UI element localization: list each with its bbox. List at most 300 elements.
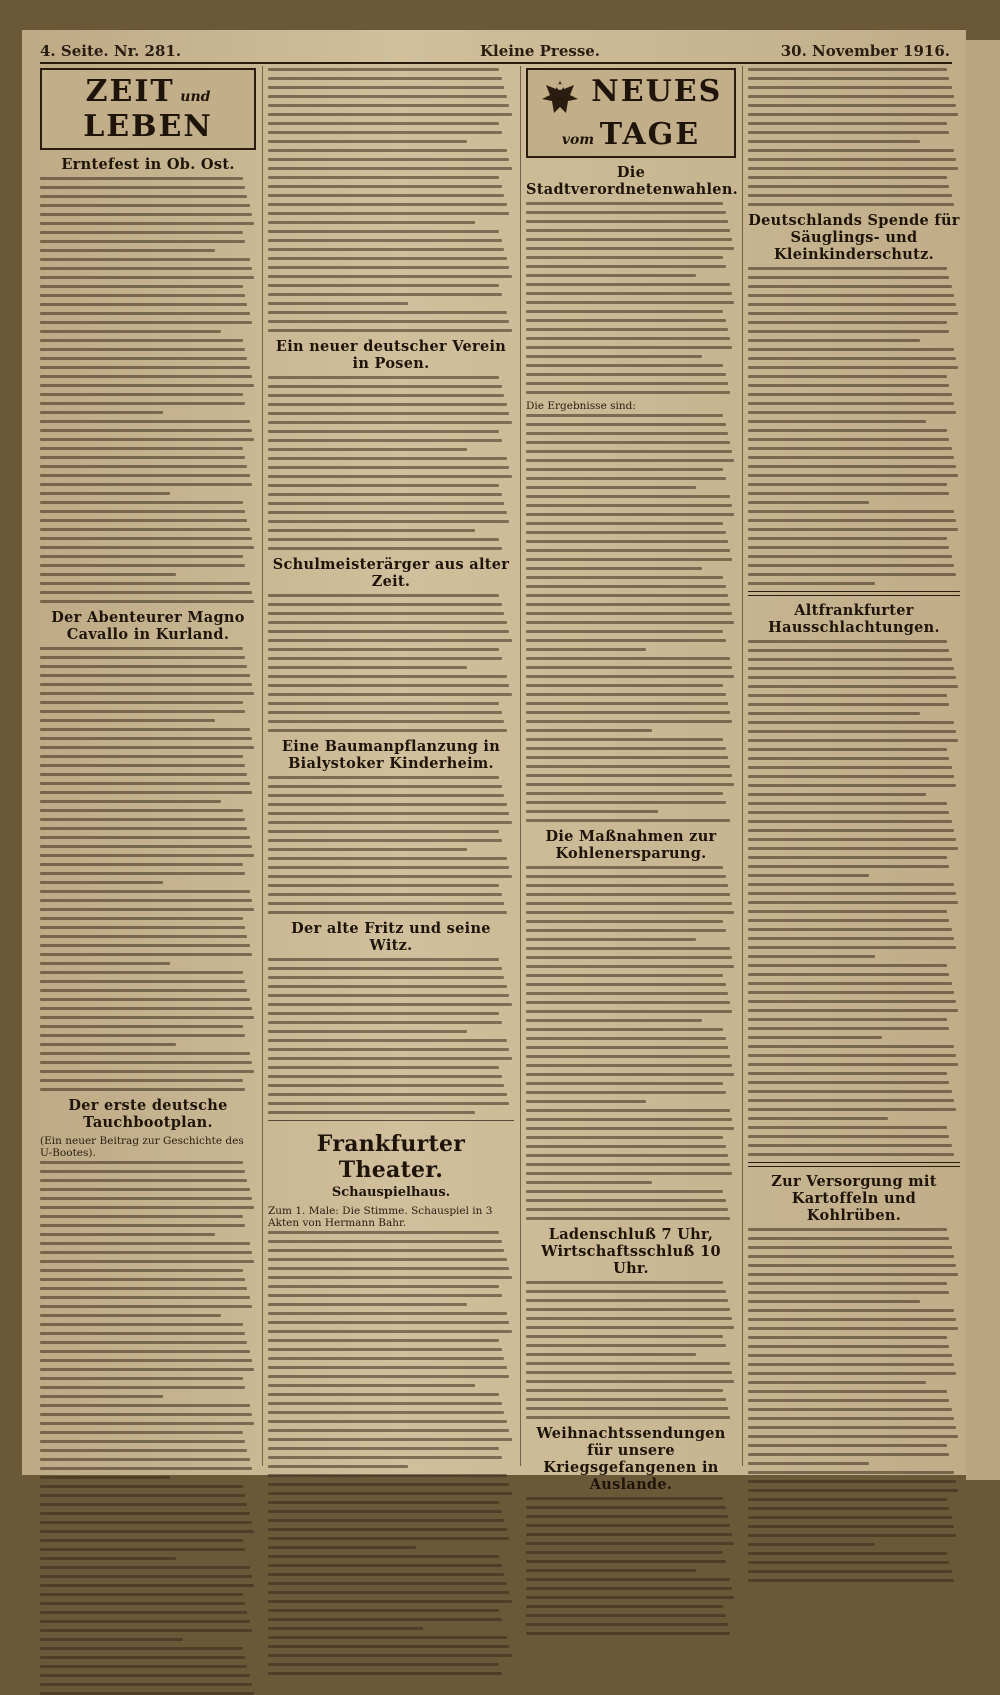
text-line	[40, 1197, 252, 1200]
text-line	[40, 728, 250, 731]
text-line	[748, 973, 949, 976]
text-line	[268, 1582, 507, 1585]
text-line	[526, 1569, 696, 1572]
text-line	[526, 774, 732, 777]
text-line	[748, 573, 956, 576]
text-line	[40, 1512, 250, 1515]
text-line	[268, 1465, 408, 1468]
text-line	[268, 857, 507, 860]
section-divider	[748, 591, 960, 596]
text-line	[268, 520, 509, 523]
text-line	[526, 1073, 734, 1076]
text-line	[526, 486, 696, 489]
text-line	[268, 812, 509, 815]
text-line	[748, 1345, 949, 1348]
text-line	[40, 438, 254, 441]
text-line	[268, 385, 502, 388]
text-line	[268, 230, 499, 233]
text-line	[40, 1386, 245, 1389]
text-line	[40, 1251, 252, 1254]
text-line	[748, 1462, 869, 1465]
text-line	[526, 1605, 723, 1608]
text-line	[526, 992, 728, 995]
text-line	[526, 902, 732, 905]
text-line	[40, 492, 170, 495]
text-line	[748, 874, 869, 877]
text-line	[268, 1645, 509, 1648]
text-line	[268, 547, 502, 550]
text-line	[40, 1431, 243, 1434]
text-line	[526, 450, 732, 453]
text-line	[268, 621, 507, 624]
text-line	[748, 348, 954, 351]
text-line	[748, 712, 920, 715]
text-line	[40, 195, 247, 198]
text-line	[268, 884, 499, 887]
text-line	[526, 729, 652, 732]
text-line	[40, 1476, 170, 1479]
article-body-text	[40, 647, 256, 1091]
text-line	[268, 1267, 509, 1270]
text-line	[748, 1300, 920, 1303]
text-line	[40, 782, 250, 785]
text-line	[268, 657, 502, 660]
text-line	[268, 693, 512, 696]
text-line	[748, 1009, 958, 1012]
text-line	[40, 1224, 245, 1227]
text-line	[748, 919, 949, 922]
text-line	[40, 1007, 252, 1010]
article-heading: Deutschlands Spende für Säuglings- und Kleinkinderschutz.	[748, 212, 960, 263]
text-line	[526, 792, 723, 795]
text-line	[268, 1402, 502, 1405]
text-line	[526, 947, 730, 950]
text-line	[526, 1046, 728, 1049]
text-line	[268, 1075, 502, 1078]
text-line	[748, 1543, 875, 1546]
text-line	[526, 540, 728, 543]
text-line	[268, 239, 502, 242]
text-line	[748, 384, 949, 387]
column-3	[526, 66, 739, 1675]
text-line	[748, 1264, 956, 1267]
text-line	[268, 1447, 499, 1450]
text-line	[268, 1102, 509, 1105]
text-line	[526, 1019, 702, 1022]
column-2	[268, 66, 514, 1675]
text-line	[268, 612, 504, 615]
text-line	[268, 329, 512, 332]
text-line	[748, 1318, 956, 1321]
text-line	[40, 1566, 250, 1569]
text-line	[40, 1215, 243, 1218]
text-line	[40, 926, 245, 929]
text-line	[526, 1380, 734, 1383]
text-line	[748, 95, 954, 98]
text-line	[268, 149, 507, 152]
text-line	[526, 1091, 726, 1094]
text-line	[748, 721, 954, 724]
text-line	[526, 594, 728, 597]
adjacent-page-edge	[966, 40, 1000, 1480]
text-line	[40, 1043, 176, 1046]
text-line	[268, 131, 502, 134]
article-body-text	[748, 267, 960, 585]
text-line	[748, 901, 958, 904]
text-line	[40, 701, 243, 704]
text-line	[748, 910, 947, 913]
text-line	[40, 674, 250, 677]
text-line	[526, 229, 730, 232]
text-line	[526, 1389, 723, 1392]
text-line	[40, 1287, 247, 1290]
text-line	[40, 519, 247, 522]
text-line	[526, 391, 730, 394]
text-line	[748, 883, 954, 886]
newspaper-title: Kleine Presse.	[480, 42, 601, 60]
text-line	[526, 301, 734, 304]
text-line	[40, 483, 252, 486]
text-line	[526, 1136, 723, 1139]
text-line	[268, 448, 467, 451]
text-line	[40, 1458, 250, 1461]
text-line	[268, 1066, 499, 1069]
masthead-word: ZEIT	[85, 74, 175, 109]
text-line	[748, 748, 947, 751]
text-line	[748, 1561, 949, 1564]
text-line	[526, 693, 726, 696]
text-line	[748, 1108, 956, 1111]
text-line	[526, 684, 723, 687]
text-line	[748, 1144, 952, 1147]
text-line	[526, 893, 730, 896]
text-line	[526, 495, 730, 498]
text-line	[40, 836, 250, 839]
text-line	[526, 1217, 730, 1220]
text-line	[40, 1296, 250, 1299]
text-line	[40, 204, 250, 207]
text-line	[40, 1350, 250, 1353]
text-line	[40, 1170, 245, 1173]
text-line	[40, 692, 254, 695]
text-line	[40, 393, 243, 396]
text-line	[748, 730, 956, 733]
text-line	[526, 328, 728, 331]
text-line	[526, 522, 723, 525]
text-line	[268, 702, 499, 705]
text-line	[268, 311, 507, 314]
text-line	[268, 1546, 416, 1549]
text-line	[748, 1237, 949, 1240]
text-line	[748, 158, 956, 161]
running-head	[40, 42, 950, 62]
text-line	[748, 492, 949, 495]
text-line	[748, 775, 954, 778]
text-line	[40, 1530, 254, 1533]
text-line	[40, 989, 247, 992]
text-line	[40, 791, 252, 794]
text-line	[748, 640, 947, 643]
text-line	[526, 956, 732, 959]
text-line	[748, 694, 947, 697]
text-line	[40, 1332, 245, 1335]
text-line	[40, 1638, 183, 1641]
text-line	[40, 1016, 254, 1019]
text-line	[748, 829, 954, 832]
text-line	[748, 946, 956, 949]
text-line	[268, 1312, 507, 1315]
text-line	[526, 1515, 728, 1518]
text-line	[40, 683, 252, 686]
text-line	[40, 330, 221, 333]
text-line	[526, 911, 734, 914]
text-line	[748, 546, 949, 549]
text-line	[526, 1578, 730, 1581]
text-line	[526, 1326, 734, 1329]
text-line	[268, 1501, 499, 1504]
text-line	[526, 513, 734, 516]
text-line	[268, 1663, 499, 1666]
election-results-list	[526, 414, 736, 822]
text-line	[526, 211, 726, 214]
article-heading: Die Maßnahmen zur Kohlenersparung.	[545, 827, 717, 862]
text-line	[526, 929, 726, 932]
text-line	[748, 1291, 949, 1294]
text-line	[268, 194, 504, 197]
text-line	[748, 339, 920, 342]
column-rule	[742, 66, 743, 1466]
text-line	[526, 1082, 723, 1085]
text-line	[748, 856, 947, 859]
text-line	[268, 538, 499, 541]
text-line	[40, 1485, 243, 1488]
text-line	[748, 194, 952, 197]
text-line	[526, 1542, 734, 1545]
text-line	[748, 1135, 949, 1138]
text-line	[748, 955, 875, 958]
text-line	[40, 1025, 243, 1028]
text-line	[748, 703, 949, 706]
text-line	[40, 1629, 252, 1632]
text-line	[40, 1449, 247, 1452]
text-line	[748, 501, 869, 504]
text-line	[526, 1290, 726, 1293]
text-line	[526, 265, 726, 268]
text-line	[526, 1407, 728, 1410]
text-line	[268, 1276, 512, 1279]
text-line	[40, 294, 245, 297]
text-line	[268, 729, 507, 732]
text-line	[40, 1602, 245, 1605]
text-line	[526, 337, 730, 340]
text-line	[526, 1587, 732, 1590]
text-line	[748, 429, 947, 432]
text-line	[40, 240, 245, 243]
text-line	[40, 186, 245, 189]
text-line	[526, 1551, 723, 1554]
text-line	[748, 1282, 947, 1285]
text-line	[526, 414, 723, 417]
text-line	[268, 803, 507, 806]
text-line	[268, 1411, 504, 1414]
text-line	[268, 776, 499, 779]
text-line	[40, 854, 254, 857]
text-line	[268, 821, 512, 824]
section-masthead-zeit-und-leben	[40, 68, 256, 150]
text-line	[40, 908, 254, 911]
text-line	[268, 221, 475, 224]
text-line	[748, 1153, 954, 1156]
text-line	[40, 1079, 243, 1082]
text-line	[40, 546, 254, 549]
masthead-word: vom	[561, 131, 595, 148]
text-line	[40, 818, 245, 821]
text-line	[40, 528, 250, 531]
text-line	[748, 1018, 947, 1021]
text-line	[40, 917, 243, 920]
text-line	[748, 937, 954, 940]
text-line	[748, 483, 947, 486]
text-line	[526, 238, 732, 241]
section-heading-theater: Frankfurter Theater.	[316, 1131, 466, 1183]
text-line	[268, 985, 507, 988]
text-line	[748, 928, 952, 931]
text-line	[526, 1335, 723, 1338]
text-line	[268, 1573, 504, 1576]
text-line	[748, 793, 926, 796]
text-line	[40, 980, 245, 983]
text-line	[268, 1303, 467, 1306]
text-line	[40, 1413, 252, 1416]
text-line	[526, 319, 726, 322]
text-line	[40, 1467, 252, 1470]
text-line	[268, 1564, 502, 1567]
text-line	[40, 881, 163, 884]
text-line	[40, 1052, 250, 1055]
article-heading: Altfrankfurter Hausschlachtungen.	[768, 602, 940, 636]
text-line	[748, 113, 958, 116]
text-line	[526, 920, 723, 923]
text-line	[268, 86, 504, 89]
text-line	[526, 441, 730, 444]
article-heading: Der erste deutsche Tauchbootplan.	[68, 1097, 228, 1131]
text-line	[40, 1368, 254, 1371]
text-line	[526, 283, 730, 286]
text-line	[40, 303, 247, 306]
text-line	[748, 1246, 952, 1249]
text-line	[748, 739, 958, 742]
text-line	[526, 765, 730, 768]
text-line	[268, 95, 507, 98]
text-line	[526, 603, 730, 606]
text-line	[748, 784, 956, 787]
text-line	[748, 964, 947, 967]
text-line	[268, 1528, 507, 1531]
text-line	[268, 648, 499, 651]
text-line	[526, 1010, 732, 1013]
text-line	[40, 1548, 245, 1551]
text-line	[748, 528, 958, 531]
text-line	[526, 504, 732, 507]
text-line	[40, 863, 243, 866]
text-line	[268, 457, 507, 460]
text-line	[526, 1154, 728, 1157]
text-line	[268, 430, 499, 433]
text-line	[40, 573, 176, 576]
text-line	[40, 348, 245, 351]
text-line	[748, 203, 954, 206]
text-line	[748, 802, 947, 805]
text-line	[748, 465, 956, 468]
text-line	[268, 1339, 499, 1342]
text-line	[268, 875, 512, 878]
text-line	[748, 1126, 947, 1129]
text-line	[268, 104, 509, 107]
column-4	[748, 66, 960, 1675]
text-line	[268, 1249, 504, 1252]
text-line	[268, 603, 502, 606]
text-line	[268, 830, 499, 833]
text-line	[40, 1359, 252, 1362]
text-line	[526, 576, 723, 579]
text-line	[748, 1426, 956, 1429]
text-line	[268, 320, 509, 323]
text-line	[40, 231, 243, 234]
text-line	[40, 366, 250, 369]
text-line	[268, 1357, 504, 1360]
text-line	[40, 1503, 247, 1506]
text-line	[526, 1506, 726, 1509]
text-line	[40, 1674, 250, 1677]
text-line	[268, 185, 502, 188]
text-line	[748, 510, 954, 513]
text-line	[40, 1323, 243, 1326]
text-line	[748, 1099, 954, 1102]
text-line	[748, 1327, 958, 1330]
text-line	[526, 1118, 732, 1121]
text-line	[40, 600, 254, 603]
text-line	[268, 1021, 502, 1024]
text-line	[526, 756, 728, 759]
text-line	[268, 1030, 467, 1033]
text-line	[40, 537, 252, 540]
text-line	[526, 355, 702, 358]
text-line	[526, 1632, 730, 1635]
article-heading: Die Stadtverordnetenwahlen.	[526, 163, 739, 198]
page-number: 4. Seite. Nr. 281.	[40, 42, 182, 60]
text-line	[40, 809, 243, 812]
text-line	[268, 394, 504, 397]
masthead-word: LEBEN	[83, 109, 213, 144]
column-rule	[262, 66, 263, 1466]
text-line	[268, 976, 504, 979]
article-body-text	[268, 376, 514, 550]
text-line	[526, 432, 728, 435]
text-line	[748, 820, 952, 823]
text-line	[40, 710, 245, 713]
text-line	[40, 285, 243, 288]
text-line	[748, 757, 949, 760]
text-line	[40, 1521, 252, 1524]
text-line	[526, 1109, 730, 1112]
text-line	[40, 1034, 245, 1037]
text-line	[526, 1371, 732, 1374]
text-line	[268, 266, 509, 269]
text-line	[748, 1471, 954, 1474]
text-line	[526, 675, 734, 678]
text-line	[748, 1507, 949, 1510]
text-line	[526, 801, 726, 804]
